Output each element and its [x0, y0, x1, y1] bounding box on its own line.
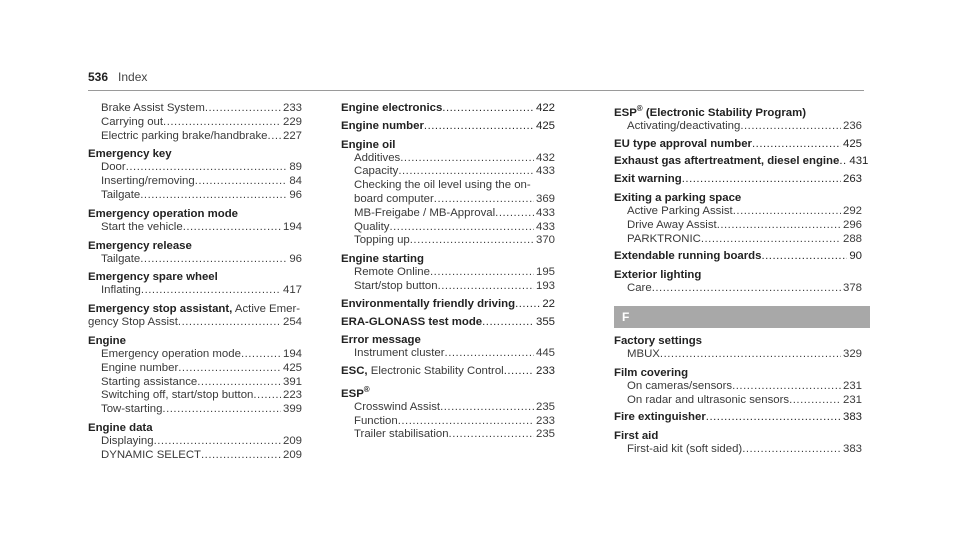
index-subentry-wrap: Checking the oil level using the on-: [354, 179, 531, 192]
index-subentry: Additives ..... 432: [341, 152, 555, 166]
index-subentry: board computer ..... 369: [341, 193, 555, 207]
index-term: ERA-GLONASS test mode ..... 355: [341, 316, 555, 330]
index-subentry: Engine number ..... 425: [88, 362, 302, 376]
index-entry: [614, 173, 862, 187]
index-term: Engine oil: [341, 138, 396, 151]
index-subentry: Displaying ..... 209: [88, 435, 302, 449]
index-entry: [341, 383, 555, 442]
index-term: Engine data: [88, 421, 153, 434]
index-subentry: MB-Freigabe / MB-Approval ..... 433: [341, 207, 555, 221]
index-term: Exhaust gas aftertreatment, diesel engine ..... 431: [614, 155, 862, 169]
index-term: Environmentally friendly driving ..... 22: [341, 298, 555, 312]
index-term: ESP® (Electronic Stability Program): [614, 104, 807, 119]
index-subentry: Capacity ..... 433: [341, 165, 555, 179]
index-entry: [614, 366, 862, 408]
index-term: Emergency operation mode: [88, 207, 239, 220]
index-term: Exiting a parking space: [614, 191, 742, 204]
index-term: Factory settings: [614, 334, 702, 347]
page-number: 536: [88, 70, 109, 84]
index-entry: [341, 120, 555, 134]
index-entry: [88, 421, 302, 463]
index-subentry: Carrying out ..... 229: [88, 116, 302, 130]
index-subentry: DYNAMIC SELECT ..... 209: [88, 449, 302, 463]
index-entry: [614, 250, 862, 264]
index-entry: [88, 270, 302, 298]
index-entry: [88, 239, 302, 267]
index-term: Emergency release: [88, 239, 192, 252]
index-term: Film covering: [614, 366, 689, 379]
index-subentry: Tailgate ..... 96: [88, 253, 302, 267]
index-term: Engine: [88, 334, 126, 347]
index-entry: [614, 411, 862, 425]
index-entry: [88, 302, 302, 330]
index-subentry: On cameras/sensors ..... 231: [614, 380, 862, 394]
index-subentry: First-aid kit (soft sided) ..... 383: [614, 443, 862, 457]
index-subentry: Inserting/removing ..... 84: [88, 175, 302, 189]
index-subentry: Door ..... 89: [88, 161, 302, 175]
index-subentry: Switching off, start/stop button ..... 223: [88, 389, 302, 403]
index-subentry: Inflating ..... 417: [88, 284, 302, 298]
index-entry: [341, 138, 555, 249]
index-term: EU type approval number ..... 425: [614, 138, 862, 152]
index-entry: [341, 298, 555, 312]
index-entry: [88, 334, 302, 417]
index-term: First aid: [614, 430, 659, 443]
index-entry: [614, 268, 862, 296]
index-term: ESC, Electronic Stability Control ..... 233: [341, 365, 555, 379]
index-subentry: Activating/deactivating ..... 236: [614, 120, 862, 134]
index-subentry: Start/stop button ..... 193: [341, 280, 555, 294]
index-entry: [341, 316, 555, 330]
index-subentry: Crosswind Assist ..... 235: [341, 401, 555, 415]
index-entry: [614, 429, 862, 457]
index-column-1: [88, 102, 302, 467]
index-subentry: Start the vehicle ..... 194: [88, 221, 302, 235]
section-letter-f: F: [614, 306, 870, 328]
index-term: Engine electronics ..... 422: [341, 102, 555, 116]
index-term: Emergency key: [88, 148, 172, 161]
index-term: Emergency spare wheel: [88, 271, 218, 284]
index-subentry: Brake Assist System ..... 233: [88, 102, 302, 116]
index-entry: [614, 191, 862, 246]
index-entry: [614, 155, 869, 169]
index-subentry: gency Stop Assist ..... 254: [88, 316, 302, 330]
index-term: Error message: [341, 334, 421, 347]
index-subentry: On radar and ultrasonic sensors ..... 231: [614, 394, 862, 408]
index-entry: [341, 252, 555, 294]
index-entry: [341, 333, 555, 361]
index-term: Engine number ..... 425: [341, 120, 555, 134]
header-divider: [88, 90, 864, 91]
index-entry: [341, 365, 555, 379]
index-term: Exterior lighting: [614, 269, 702, 282]
index-entry: [88, 207, 302, 235]
index-term: ESP®: [341, 384, 370, 400]
index-subentry: Remote Online ..... 195: [341, 266, 555, 280]
index-subentry: Trailer stabilisation ..... 235: [341, 428, 555, 442]
index-subentry: Function ..... 233: [341, 415, 555, 429]
index-term: Engine starting: [341, 253, 424, 266]
index-subentry: Starting assistance ..... 391: [88, 376, 302, 390]
index-entry: [614, 334, 862, 362]
page-header: [88, 70, 147, 88]
index-subentry: Drive Away Assist ..... 296: [614, 219, 862, 233]
index-term: Fire extinguisher ..... 383: [614, 411, 862, 425]
index-subentry: Emergency operation mode ..... 194: [88, 348, 302, 362]
index-subentry: Active Parking Assist ..... 292: [614, 205, 862, 219]
index-entry: [341, 102, 555, 116]
index-entry: [88, 147, 302, 202]
index-term: Extendable running boards ..... 90: [614, 250, 862, 264]
index-subentry: Quality ..... 433: [341, 221, 555, 235]
index-column-3: [614, 102, 869, 461]
index-subentry: Tailgate ..... 96: [88, 189, 302, 203]
index-entry: [614, 138, 862, 152]
index-entry: [614, 102, 862, 134]
index-subentry: Tow-starting ..... 399: [88, 403, 302, 417]
index-term: Exit warning ..... 263: [614, 173, 862, 187]
index-term: Emergency stop assistant, Active Emer-: [88, 303, 301, 316]
index-subentry: Care ..... 378: [614, 282, 862, 296]
index-subentry: Electric parking brake/handbrake ..... 227: [88, 130, 302, 144]
index-entry: [88, 102, 302, 143]
index-subentry: PARKTRONIC ..... 288: [614, 233, 862, 247]
section-title: Index: [118, 70, 148, 84]
index-subentry: MBUX ..... 329: [614, 348, 862, 362]
index-column-2: [341, 102, 555, 446]
index-subentry: Instrument cluster ..... 445: [341, 347, 555, 361]
index-subentry: Topping up ..... 370: [341, 234, 555, 248]
